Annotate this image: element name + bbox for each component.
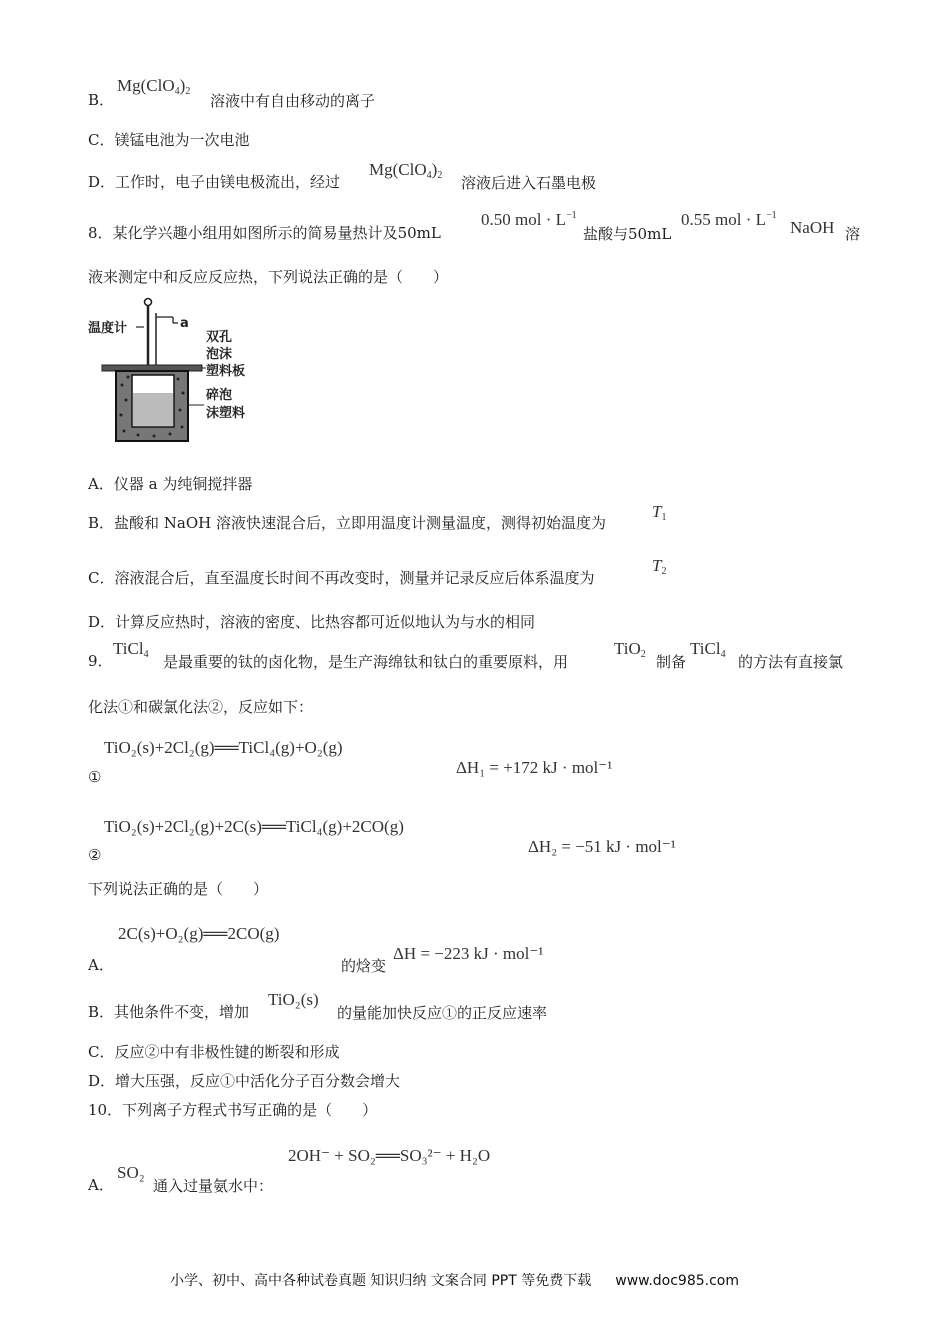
q8-text2: 盐酸与50mL <box>583 225 672 243</box>
q8-option-b: B．盐酸和 NaOH 溶液快速混合后，立即用温度计测量温度，测得初始温度为 <box>88 514 607 532</box>
reaction-1-dh: ΔH₁ = +172 kJ · mol⁻¹ <box>456 758 613 777</box>
q7-b-formula: Mg(ClO4)2 <box>117 76 191 97</box>
reaction-2-dh: ΔH₂ = −51 kJ · mol⁻¹ <box>528 837 676 856</box>
q9-option-a: A． <box>88 956 114 974</box>
question-number: 8． <box>88 224 113 242</box>
reaction-2-mark: ② <box>88 846 102 864</box>
question-number: 10． <box>88 1101 123 1119</box>
q9-a-dh: ΔH = −223 kJ · mol⁻¹ <box>393 944 544 963</box>
label-a: a <box>180 316 189 331</box>
q7-option-c: C．镁锰电池为一次电池 <box>88 131 250 149</box>
q8-stem-line1: 8．某化学兴趣小组用如图所示的简易量热计及50mL <box>88 224 441 242</box>
calorimeter-diagram <box>88 295 248 450</box>
label-board-1: 双孔 <box>206 330 233 345</box>
q9-line2: 化法①和碳氯化法②，反应如下： <box>88 698 314 716</box>
footer-link[interactable]: www.doc985.com <box>615 1273 739 1289</box>
q10-a-formula: SO₂ <box>117 1163 145 1182</box>
q10-option-a: A． <box>88 1176 114 1194</box>
q9-option-c: C．反应②中有非极性键的断裂和形成 <box>88 1043 340 1061</box>
q8-conc2: 0.55 mol · $L^{-1}$ <box>681 210 777 229</box>
label-board-2: 泡沫 <box>206 347 233 362</box>
q8-naoh: NaOH <box>790 218 835 237</box>
solution-icon <box>133 393 173 426</box>
stirrer-top-icon <box>145 299 152 306</box>
q9-t1: 是最重要的钛的卤化物，是生产海绵钛和钛白的重要原料，用 <box>163 653 569 671</box>
q7-d-text: 溶液后进入石墨电极 <box>461 174 597 192</box>
label-foam-2: 沫塑料 <box>206 406 246 421</box>
q7-option-d: D．工作时，电子由镁电极流出，经过 <box>88 173 341 191</box>
footer-text: 小学、初中、高中各种试卷真题 知识归纳 文案合同 PPT 等免费下载 <box>170 1273 592 1289</box>
q9-b-text: 的量能加快反应①的正反应速率 <box>337 1004 548 1022</box>
q8-stem-line2: 液来测定中和反应反应热，下列说法正确的是（ ） <box>88 268 449 286</box>
q7-d-formula: Mg(ClO4)2 <box>369 160 443 181</box>
q9-f3: TiCl4 <box>690 639 726 660</box>
q9-f1: TiCl4 <box>113 639 149 660</box>
q9-a-text: 的焓变 <box>341 957 387 975</box>
q8-text3: 溶 <box>845 225 861 243</box>
q9-num: 9． <box>88 652 113 670</box>
label-foam-1: 碎泡 <box>206 388 233 403</box>
q8-option-c: C．溶液混合后，直至温度长时间不再改变时，测量并记录反应后体系温度为 <box>88 569 595 587</box>
q10-stem: 10．下列离子方程式书写正确的是（ ） <box>88 1101 378 1119</box>
q9-option-b: B．其他条件不变，增加 <box>88 1003 250 1021</box>
q8-option-d: D．计算反应热时，溶液的密度、比热容都可近似地认为与水的相同 <box>88 613 536 631</box>
page-footer <box>170 1270 739 1290</box>
q9-option-d: D．增大压强，反应①中活化分子百分数会增大 <box>88 1072 401 1090</box>
q7-b-text: 溶液中有自由移动的离子 <box>210 92 376 110</box>
label-board-3: 塑料板 <box>206 364 246 379</box>
q8-option-a: A．仪器 a 为纯铜搅拌器 <box>88 475 253 493</box>
q9-stem: 下列说法正确的是（ ） <box>88 880 269 898</box>
option-letter: B． <box>88 91 115 109</box>
q9-t3: 的方法有直接氯 <box>738 653 844 671</box>
q9-t2: 制备 <box>656 653 687 671</box>
q8-b-t1: T1 <box>652 502 667 523</box>
label-thermometer: 温度计 <box>88 321 128 336</box>
q9-b-formula: TiO₂(s) <box>268 990 319 1009</box>
reaction-2-equation: TiO₂(s)+2Cl₂(g)+2C(s)══TiCl₄(g)+2CO(g) <box>104 817 404 836</box>
reaction-1-mark: ① <box>88 768 102 786</box>
q9-f2: TiO2 <box>614 639 646 660</box>
q7-option-b <box>88 90 114 110</box>
q10-a-text: 通入过量氨水中： <box>153 1177 274 1195</box>
reaction-1-equation: TiO₂(s)+2Cl₂(g)══TiCl₄(g)+O₂(g) <box>104 738 343 757</box>
q9-a-equation: 2C(s)+O₂(g)══2CO(g) <box>118 924 280 943</box>
q10-a-equation: 2OH⁻ + SO₂══SO₃²⁻ + H₂O <box>288 1146 491 1165</box>
q8-conc1: 0.50 mol · $L^{-1}$ <box>481 210 577 229</box>
q8-c-t2: T2 <box>652 556 667 577</box>
